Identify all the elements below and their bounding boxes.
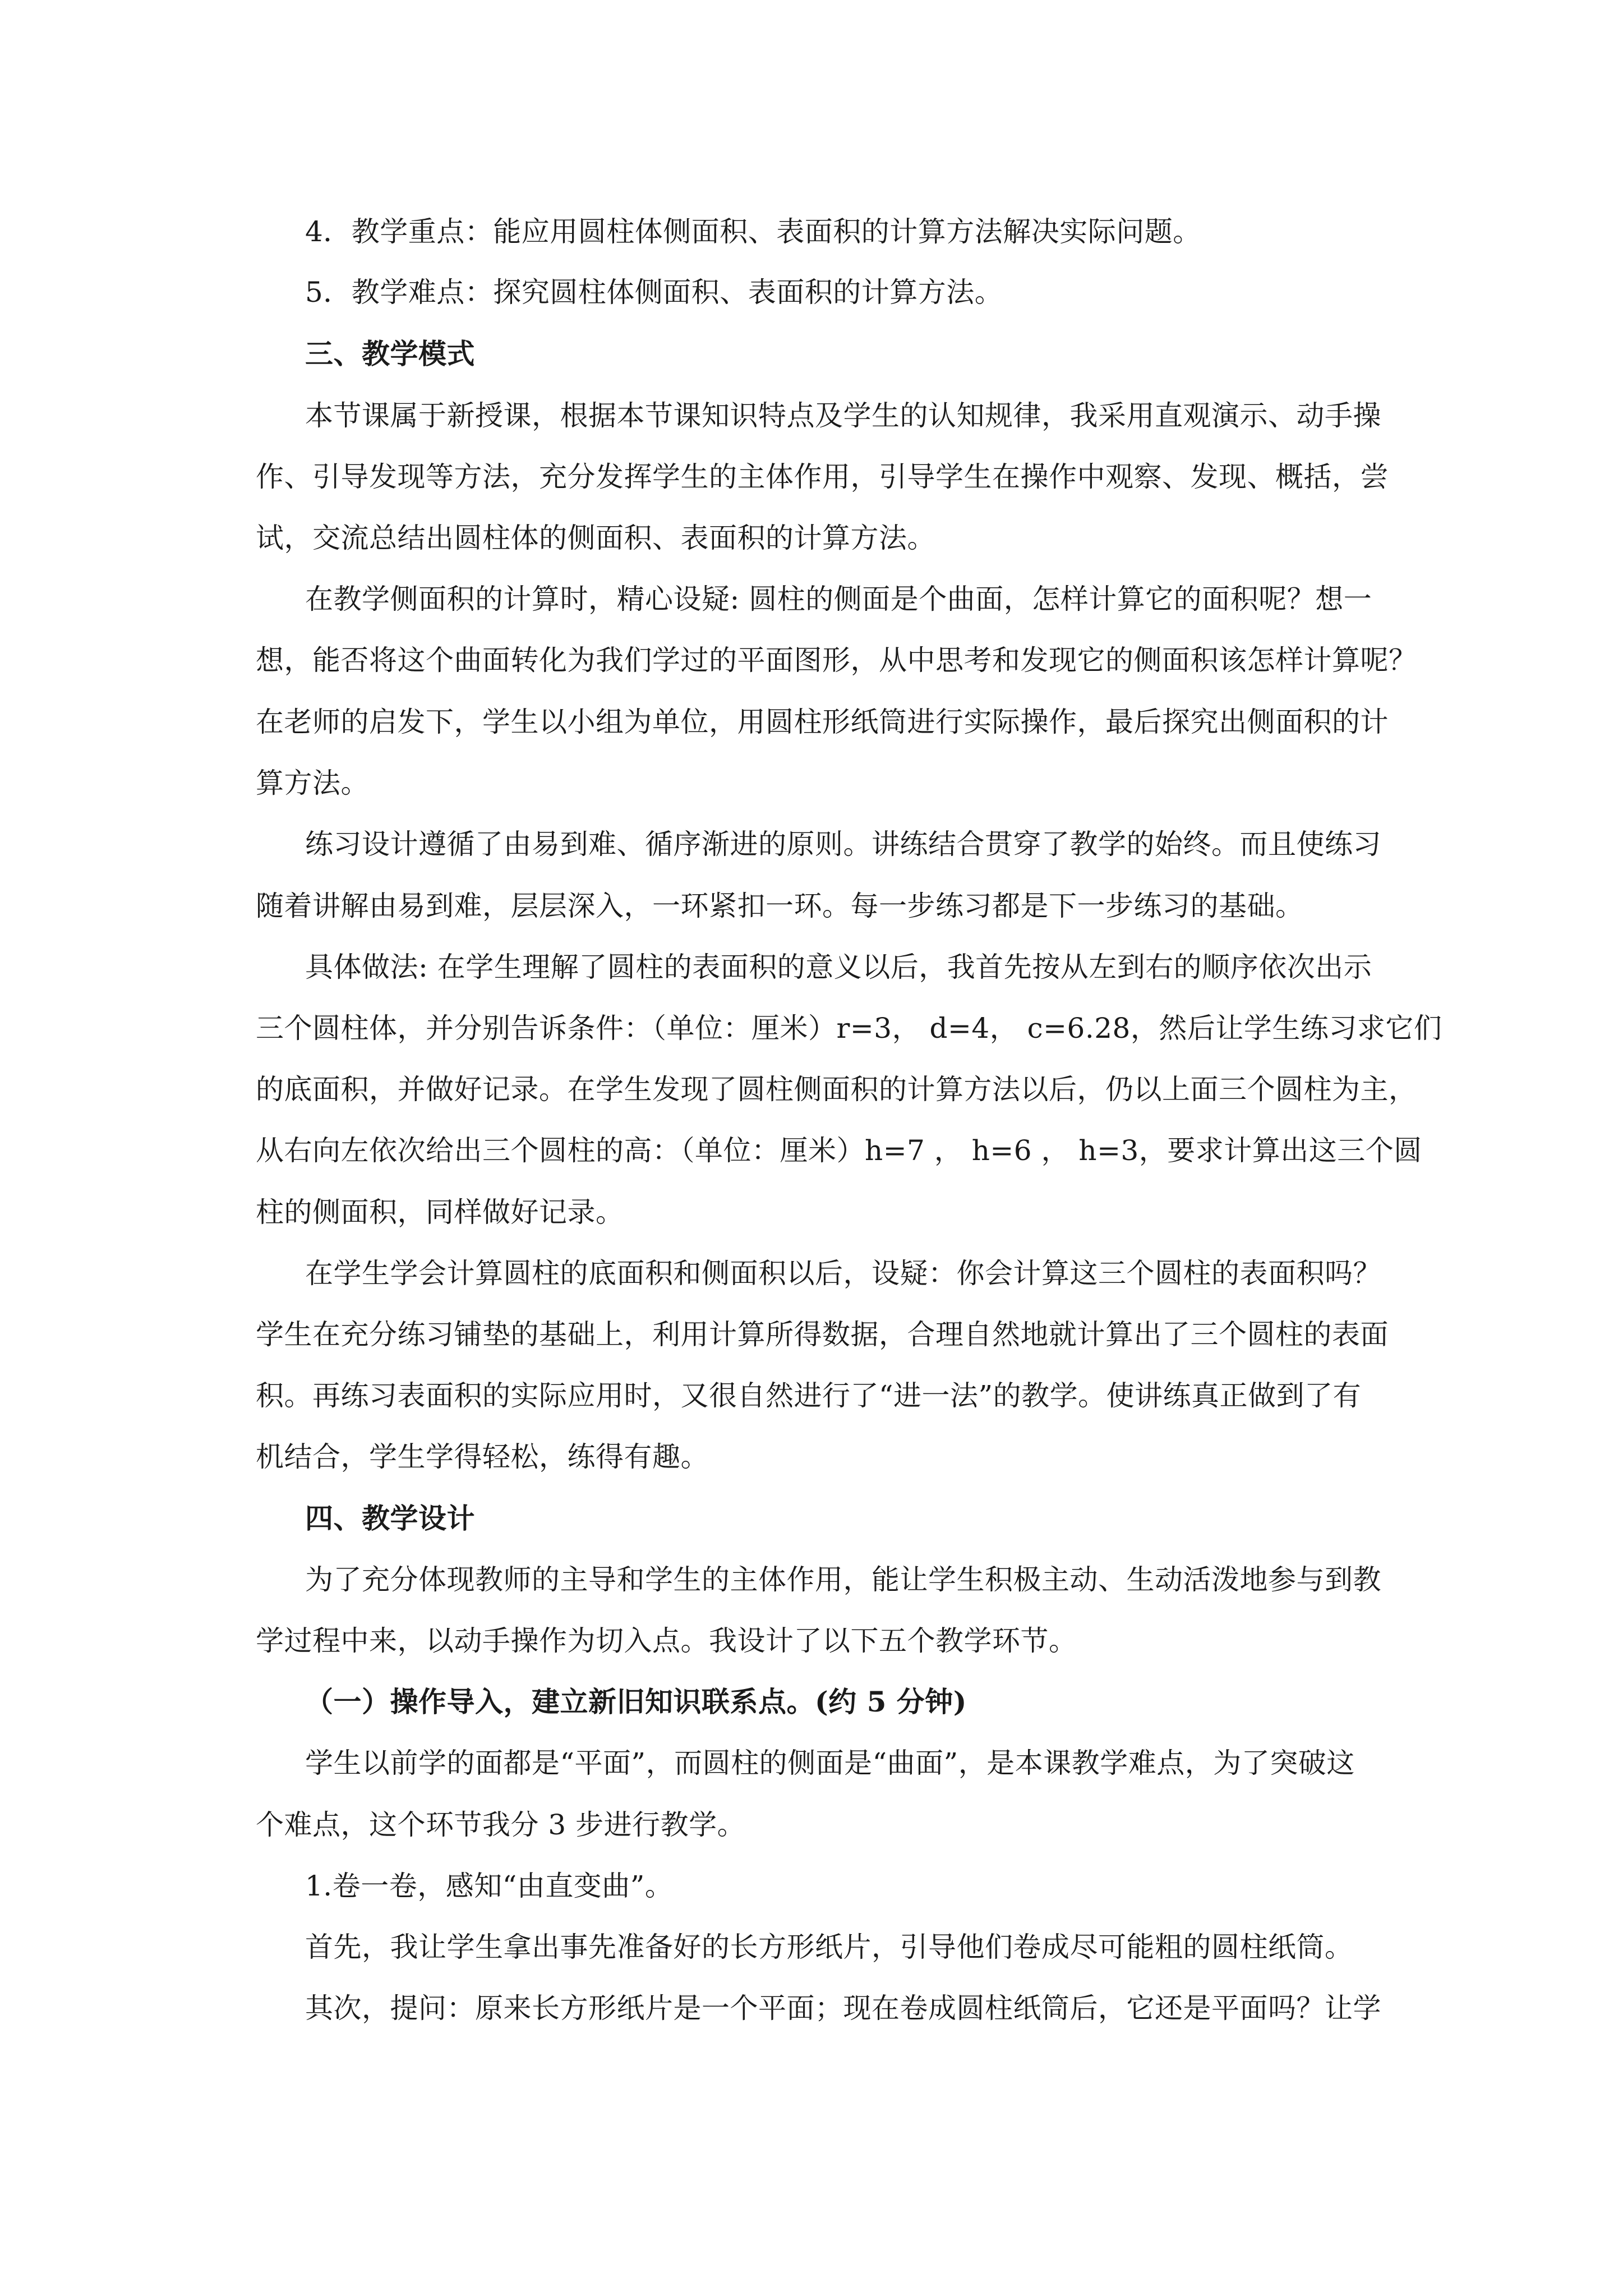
paragraph-line: 算方法。 <box>256 767 369 799</box>
section-heading-teaching-design: 四、教学设计 <box>305 1502 475 1535</box>
paragraph-line: 学生在充分练习铺垫的基础上，利用计算所得数据，合理自然地就计算出了三个圆柱的表面 <box>256 1318 1389 1351</box>
paragraph-line: 学生以前学的面都是“平面”，而圆柱的侧面是“曲面”，是本课教学难点，为了突破这 <box>305 1747 1355 1779</box>
step-heading: 1.卷一卷，感知“由直变曲”。 <box>305 1870 674 1902</box>
section-heading-teaching-mode: 三、教学模式 <box>305 337 475 370</box>
paragraph-line: 作、引导发现等方法，充分发挥学生的主体作用，引导学生在操作中观察、发现、概括，尝 <box>256 461 1389 493</box>
paragraph-line: 学过程中来，以动手操作为切入点。我设计了以下五个教学环节。 <box>256 1625 1077 1657</box>
paragraph-line: 积。再练习表面积的实际应用时，又很自然进行了“进一法”的教学。使讲练真正做到了有 <box>256 1379 1362 1412</box>
paragraph-line: 柱的侧面积，同样做好记录。 <box>256 1196 624 1228</box>
paragraph-line: 在教学侧面积的计算时，精心设疑: 圆柱的侧面是个曲面，怎样计算它的面积呢？想一 <box>305 583 1372 615</box>
paragraph-line: 具体做法: 在学生理解了圆柱的表面积的意义以后，我首先按从左到右的顺序依次出示 <box>305 951 1372 983</box>
paragraph-line: 在老师的启发下，学生以小组为单位，用圆柱形纸筒进行实际操作，最后探究出侧面积的计 <box>256 706 1389 738</box>
paragraph-line: 个难点，这个环节我分 3 步进行教学。 <box>256 1809 746 1841</box>
paragraph-line: 试，交流总结出圆柱体的侧面积、表面积的计算方法。 <box>256 522 935 554</box>
paragraph-line: 首先，我让学生拿出事先准备好的长方形纸片，引导他们卷成尽可能粗的圆柱纸筒。 <box>305 1931 1353 1963</box>
paragraph-line: 随着讲解由易到难，层层深入，一环紧扣一环。每一步练习都是下一步练习的基础。 <box>256 890 1304 922</box>
paragraph-line: 在学生学会计算圆柱的底面积和侧面积以后，设疑：你会计算这三个圆柱的表面积吗？ <box>305 1257 1381 1290</box>
paragraph-line: 机结合，学生学得轻松，练得有趣。 <box>256 1441 709 1473</box>
paragraph-line: 三个圆柱体，并分别告诉条件：（单位：厘米）r=3， d=4， c=6.28，然后让学生练习求它们 <box>256 1012 1442 1045</box>
paragraph-line: 其次，提问：原来长方形纸片是一个平面；现在卷成圆柱纸筒后，它还是平面吗？让学 <box>305 1992 1381 2024</box>
paragraph-line: 本节课属于新授课，根据本节课知识特点及学生的认知规律，我采用直观演示、动手操 <box>305 399 1381 432</box>
paragraph-line: 为了充分体现教师的主导和学生的主体作用，能让学生积极主动、生动活泼地参与到教 <box>305 1563 1381 1596</box>
paragraph-line: 从右向左依次给出三个圆柱的高：（单位：厘米）h=7 ， h=6 ， h=3，要求计算出这三个圆 <box>256 1134 1422 1167</box>
subsection-heading: （一）操作导入，建立新旧知识联系点。(约 5 分钟) <box>305 1685 967 1718</box>
paragraph-line: 的底面积，并做好记录。在学生发现了圆柱侧面积的计算方法以后，仍以上面三个圆柱为主， <box>256 1073 1417 1106</box>
key-point-line: 4．教学重点：能应用圆柱体侧面积、表面积的计算方法解决实际问题。 <box>305 215 1201 248</box>
difficulty-line: 5．教学难点：探究圆柱体侧面积、表面积的计算方法。 <box>305 276 1003 309</box>
paragraph-line: 练习设计遵循了由易到难、循序渐进的原则。讲练结合贯穿了教学的始终。而且使练习 <box>305 828 1381 861</box>
paragraph-line: 想，能否将这个曲面转化为我们学过的平面图形，从中思考和发现它的侧面积该怎样计算呢？ <box>256 644 1417 677</box>
